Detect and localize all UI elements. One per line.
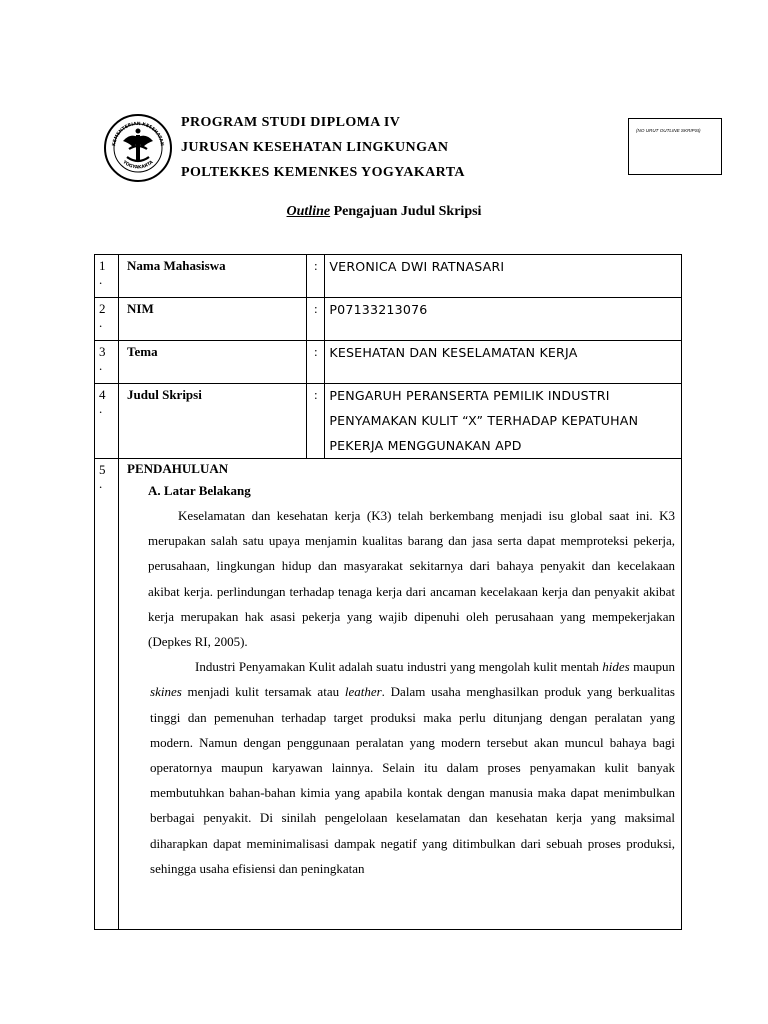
row-colon: : (314, 258, 318, 273)
table-row (95, 255, 682, 298)
table-row (95, 384, 682, 459)
row-colon: : (314, 301, 318, 316)
row-colon: : (314, 387, 318, 402)
section-title: PENDAHULUAN (127, 461, 229, 476)
paragraph-1: Keselamatan dan kesehatan kerja (K3) telah berkembang menjadi isu global saat ini. K3 merupakan salah satu upaya menjamin kualitas barang dan jasa serta dapat memproteksi pekerja, perusahaan, lingkungan hidup dan masyarakat sekitarnya dari bahaya penyakit dan kecelakaan akibat kerja. perlindungan terhadap tenaga kerja dari ancaman kecelakaan kerja dan penyakit akibat kerja merupakan hak asasi pekerja yang wajib dipenuhi oleh perusahaan yang mempekerjakan (Depkes RI, 2005). (148, 508, 675, 650)
document-title-italic: Outline (286, 204, 331, 219)
header-line-program: PROGRAM STUDI DIPLOMA IV (181, 115, 401, 130)
theme-value: KESEHATAN DAN KESELAMATAN KERJA (329, 345, 578, 360)
subsection-title: A. Latar Belakang (148, 483, 251, 498)
seal-ring-text-bottom: YOGYAKARTA (121, 160, 155, 171)
institution-seal-icon (103, 113, 173, 183)
outline-number-label: (NO URUT OUTLINE SKRIPSI) (636, 128, 701, 133)
outline-number-box (628, 118, 722, 175)
document-title (0, 204, 768, 220)
row-number: 4 . (99, 387, 106, 416)
row-colon: : (314, 344, 318, 359)
row-number: 2 . (99, 301, 106, 330)
introduction-section (119, 459, 682, 930)
paragraph-2: Industri Penyamakan Kulit adalah suatu industri yang mengolah kulit mentah hides maupun skines menjadi kulit tersamak atau leather. Dalam usaha menghasilkan produk yang berkualitas tinggi dan pemenuhan terhadap target produksi maka perlu ditunjang dengan peralatan yang modern. Namun dengan penggunaan peralatan yang modern tersebut akan muncul bahaya bagi operatornya maupun karyawan lainnya. Selain itu dalam proses penyamakan kulit banyak membutuhkan bahan-bahan kimia yang apabila kontak dengan manusia maka dapat menimbulkan berbagai penyakit. Di sinilah pengelolaan keselamatan dan kesehatan kerja yang maksimal diharapkan dapat meminimalisasi dampak negatif yang ditimbulkan dari sebuah proses produksi, sehingga usaha efisiensi dan peningkatan (150, 659, 675, 876)
table-row (95, 341, 682, 384)
header-line-jurusan: JURUSAN KESEHATAN LINGKUNGAN (181, 140, 449, 155)
student-name-value: VERONICA DWI RATNASARI (329, 259, 505, 274)
row-label: Tema (127, 344, 158, 359)
row-label: Judul Skripsi (127, 387, 202, 402)
document-title-rest: Pengajuan Judul Skripsi (330, 204, 482, 219)
row-number: 3 . (99, 344, 106, 373)
row-number: 1 . (99, 258, 106, 287)
nim-value: P07133213076 (329, 302, 428, 317)
institution-header (181, 110, 465, 185)
header-line-poltekkes: POLTEKKES KEMENKES YOGYAKARTA (181, 165, 465, 180)
table-row (95, 298, 682, 341)
row-label: NIM (127, 301, 154, 316)
outline-table (94, 254, 682, 930)
row-number: 5 . (99, 462, 106, 491)
row-label: Nama Mahasiswa (127, 258, 226, 273)
table-row (95, 459, 682, 930)
thesis-title-value: PENGARUH PERANSERTA PEMILIK INDUSTRI PENYAMAKAN KULIT “X” TERHADAP KEPATUHAN PEKERJA MENGGUNAKAN APD (329, 388, 639, 453)
seal-ring-text-top: KEMENTERIAN KESEHATAN (112, 121, 164, 147)
